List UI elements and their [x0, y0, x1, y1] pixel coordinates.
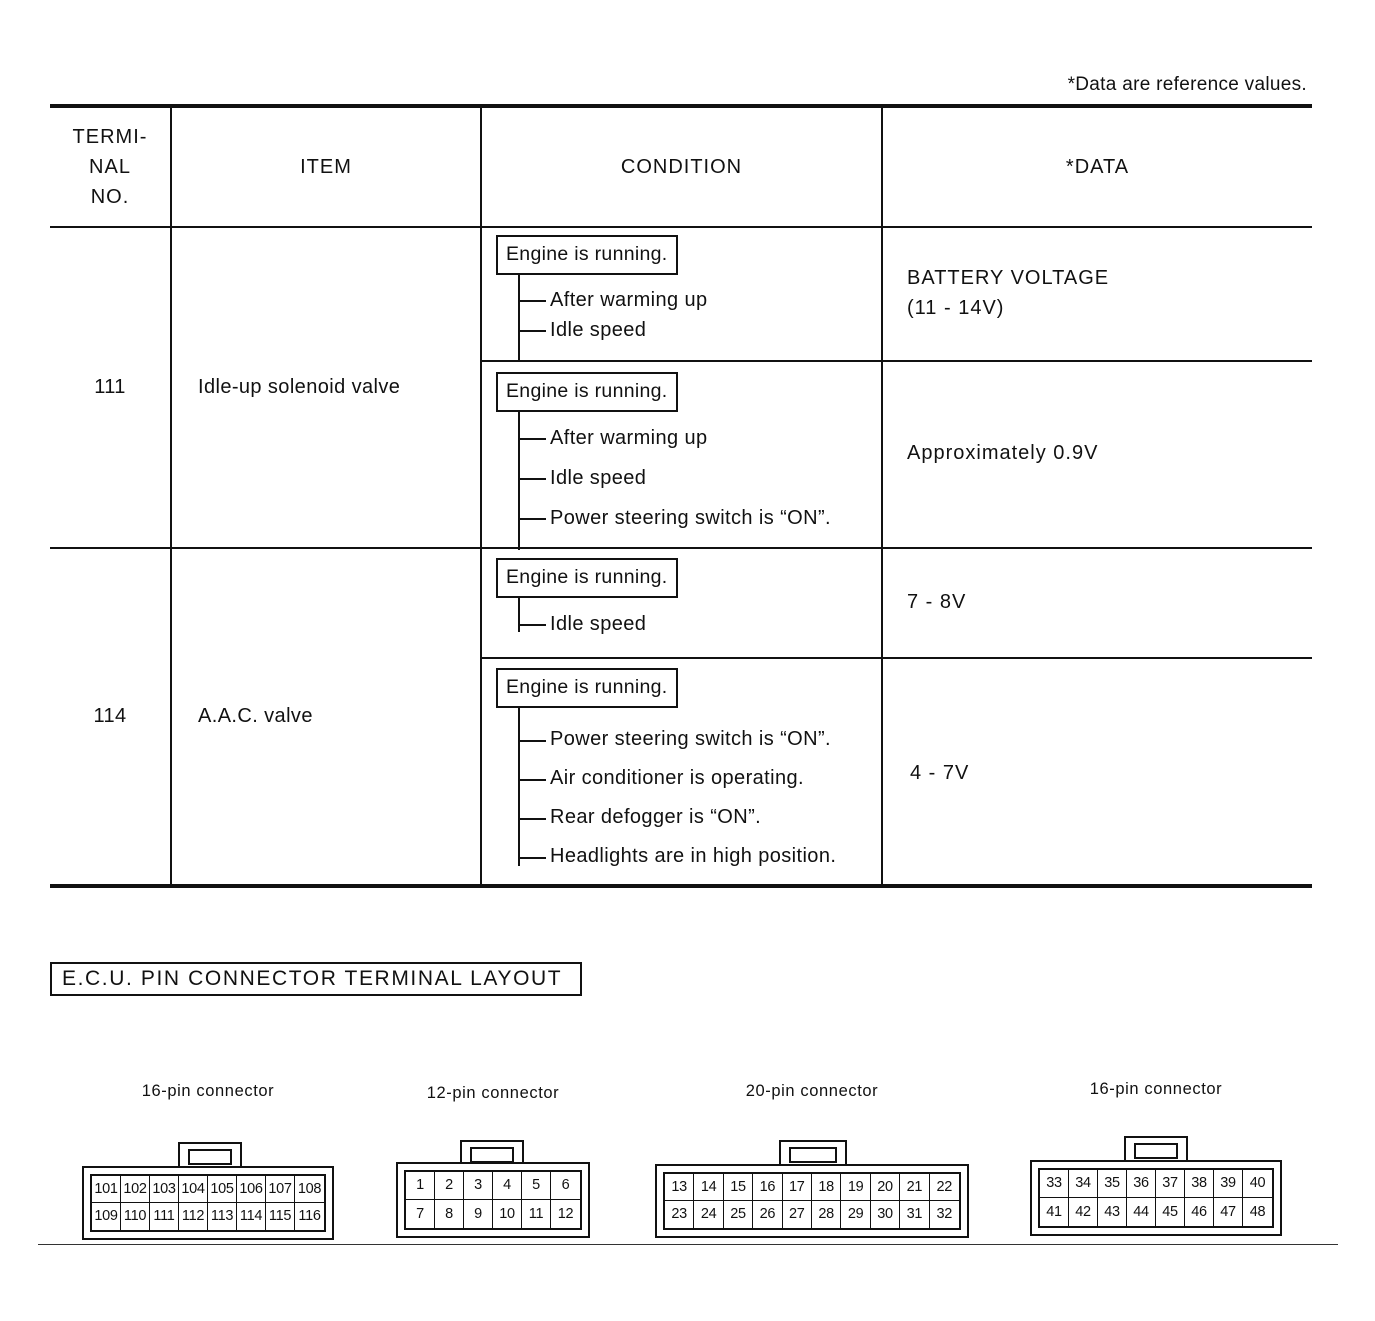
pin-cell: 7 [406, 1200, 435, 1228]
pin-cell: 32 [936, 1206, 953, 1223]
condition-box: Engine is running. [496, 372, 678, 412]
pin-cell: 13 [665, 1174, 694, 1201]
terminal-data-table [50, 104, 1312, 888]
pin-grid [1038, 1168, 1274, 1228]
pin-cell: 45 [1156, 1198, 1185, 1226]
pin-cell: 28 [812, 1201, 841, 1228]
connector-body [655, 1164, 969, 1238]
pin-cell: 18 [812, 1174, 841, 1201]
reference-note: *Data are reference values. [1067, 74, 1307, 95]
pin-grid [90, 1174, 326, 1232]
data-value: BATTERY VOLTAGE (11 - 14V) [907, 267, 1110, 319]
data-value: 4 - 7V [910, 762, 970, 784]
connector-16pin-b [1030, 1080, 1282, 1240]
pin-cell: 48 [1249, 1203, 1266, 1220]
pin-cell: 43 [1098, 1198, 1127, 1226]
pin-cell: 20 [871, 1174, 900, 1201]
pin-cell: 24 [694, 1201, 723, 1228]
condition-leaf: Air conditioner is operating. [518, 759, 836, 798]
pin-cell: 37 [1156, 1170, 1185, 1198]
pin-cell: 47 [1214, 1198, 1243, 1226]
header-condition: CONDITION [620, 156, 743, 178]
connector-body [82, 1166, 334, 1240]
pin-cell: 14 [694, 1174, 723, 1201]
page-bottom-rule [38, 1244, 1338, 1245]
pin-cell: 33 [1040, 1170, 1069, 1198]
condition-leaf: After warming up [518, 418, 831, 458]
item-name: Idle-up solenoid valve [198, 376, 401, 398]
pin-cell: 10 [493, 1200, 522, 1228]
item-name: A.A.C. valve [198, 705, 313, 727]
pin-cell: 39 [1214, 1170, 1243, 1198]
pin-cell: 16 [753, 1174, 782, 1201]
pin-cell: 41 [1040, 1198, 1069, 1226]
connector-16pin-a [82, 1082, 334, 1242]
condition-leaf: Rear defogger is “ON”. [518, 798, 836, 837]
data-value: 7 - 8V [907, 591, 967, 613]
pin-grid [663, 1172, 961, 1230]
pin-cell: 42 [1069, 1198, 1098, 1226]
pin-cell: 29 [841, 1201, 870, 1228]
pin-cell: 8 [435, 1200, 464, 1228]
pin-cell: 38 [1185, 1170, 1214, 1198]
connector-body [1030, 1160, 1282, 1236]
connector-12pin [396, 1084, 590, 1242]
sub-row-divider [482, 360, 1312, 362]
condition-tree [518, 708, 836, 876]
condition-box: Engine is running. [496, 235, 678, 275]
pin-cell: 15 [724, 1174, 753, 1201]
latch-slot [789, 1147, 837, 1163]
pin-cell: 11 [522, 1200, 551, 1228]
condition-tree [518, 412, 831, 538]
condition-box: Engine is running. [496, 558, 678, 598]
condition-block [496, 235, 708, 345]
condition-leaf: Power steering switch is “ON”. [518, 720, 836, 759]
pin-cell: 12 [557, 1205, 574, 1222]
pin-cell: 1 [406, 1172, 435, 1200]
pin-cell: 102 [121, 1176, 150, 1203]
condition-leaf: Idle speed [518, 458, 831, 498]
pin-cell: 2 [435, 1172, 464, 1200]
condition-block [496, 558, 678, 644]
pin-cell: 3 [464, 1172, 493, 1200]
header-data: *DATA [1065, 156, 1130, 178]
pin-cell: 115 [266, 1203, 295, 1230]
pin-cell: 116 [298, 1208, 321, 1225]
table-bottom-rule [50, 884, 1312, 888]
pin-cell: 112 [179, 1203, 208, 1230]
pin-cell: 101 [92, 1176, 121, 1203]
pin-cell: 40 [1243, 1170, 1272, 1198]
pin-cell: 108 [295, 1176, 324, 1203]
connector-label: 20-pin connector [745, 1082, 879, 1100]
pin-cell: 104 [179, 1176, 208, 1203]
pin-cell: 111 [150, 1203, 179, 1230]
pin-cell: 105 [208, 1176, 237, 1203]
pin-cell: 4 [493, 1172, 522, 1200]
condition-leaf: Idle speed [518, 604, 678, 644]
pin-cell: 23 [665, 1201, 694, 1228]
connector-label: 16-pin connector [1089, 1080, 1223, 1098]
pin-cell: 25 [724, 1201, 753, 1228]
pin-cell: 9 [464, 1200, 493, 1228]
pin-cell: 106 [237, 1176, 266, 1203]
pin-cell: 17 [783, 1174, 812, 1201]
connector-label: 16-pin connector [141, 1082, 275, 1100]
terminal-no: 111 [94, 376, 126, 398]
pin-cell: 46 [1185, 1198, 1214, 1226]
pin-cell: 19 [841, 1174, 870, 1201]
pin-cell: 5 [522, 1172, 551, 1200]
pin-cell: 26 [753, 1201, 782, 1228]
pin-cell: 110 [121, 1203, 150, 1230]
latch-slot [188, 1149, 232, 1165]
pin-grid [404, 1170, 582, 1230]
terminal-no: 114 [93, 705, 127, 727]
sub-row-divider [482, 657, 1312, 659]
pin-cell: 109 [92, 1203, 121, 1230]
header-item: ITEM [300, 156, 352, 178]
pin-cell: 103 [150, 1176, 179, 1203]
pin-cell: 22 [930, 1174, 959, 1201]
condition-tree [518, 275, 708, 345]
layout-title: E.C.U. PIN CONNECTOR TERMINAL LAYOUT [50, 962, 582, 996]
condition-block [496, 372, 831, 538]
data-value: Approximately 0.9V [907, 442, 1099, 464]
connector-20pin [655, 1082, 969, 1242]
connector-body [396, 1162, 590, 1238]
pin-cell: 21 [900, 1174, 929, 1201]
header-terminal: TERMI- NAL NO. [72, 126, 148, 208]
condition-leaf: Idle speed [518, 315, 708, 345]
pin-cell: 114 [237, 1203, 266, 1230]
pin-cell: 27 [783, 1201, 812, 1228]
pin-cell: 36 [1127, 1170, 1156, 1198]
condition-leaf: Headlights are in high position. [518, 837, 836, 876]
condition-box: Engine is running. [496, 668, 678, 708]
pin-cell: 30 [871, 1201, 900, 1228]
pin-cell: 6 [551, 1172, 580, 1200]
latch-slot [1134, 1143, 1178, 1159]
pin-cell: 44 [1127, 1198, 1156, 1226]
condition-tree [518, 598, 678, 644]
pin-cell: 35 [1098, 1170, 1127, 1198]
pin-cell: 34 [1069, 1170, 1098, 1198]
connector-label: 12-pin connector [426, 1084, 560, 1102]
pin-cell: 107 [266, 1176, 295, 1203]
condition-leaf: Power steering switch is “ON”. [518, 498, 831, 538]
condition-block [496, 668, 836, 876]
condition-leaf: After warming up [518, 285, 708, 315]
latch-slot [470, 1147, 514, 1163]
pin-cell: 113 [208, 1203, 237, 1230]
pin-cell: 31 [900, 1201, 929, 1228]
